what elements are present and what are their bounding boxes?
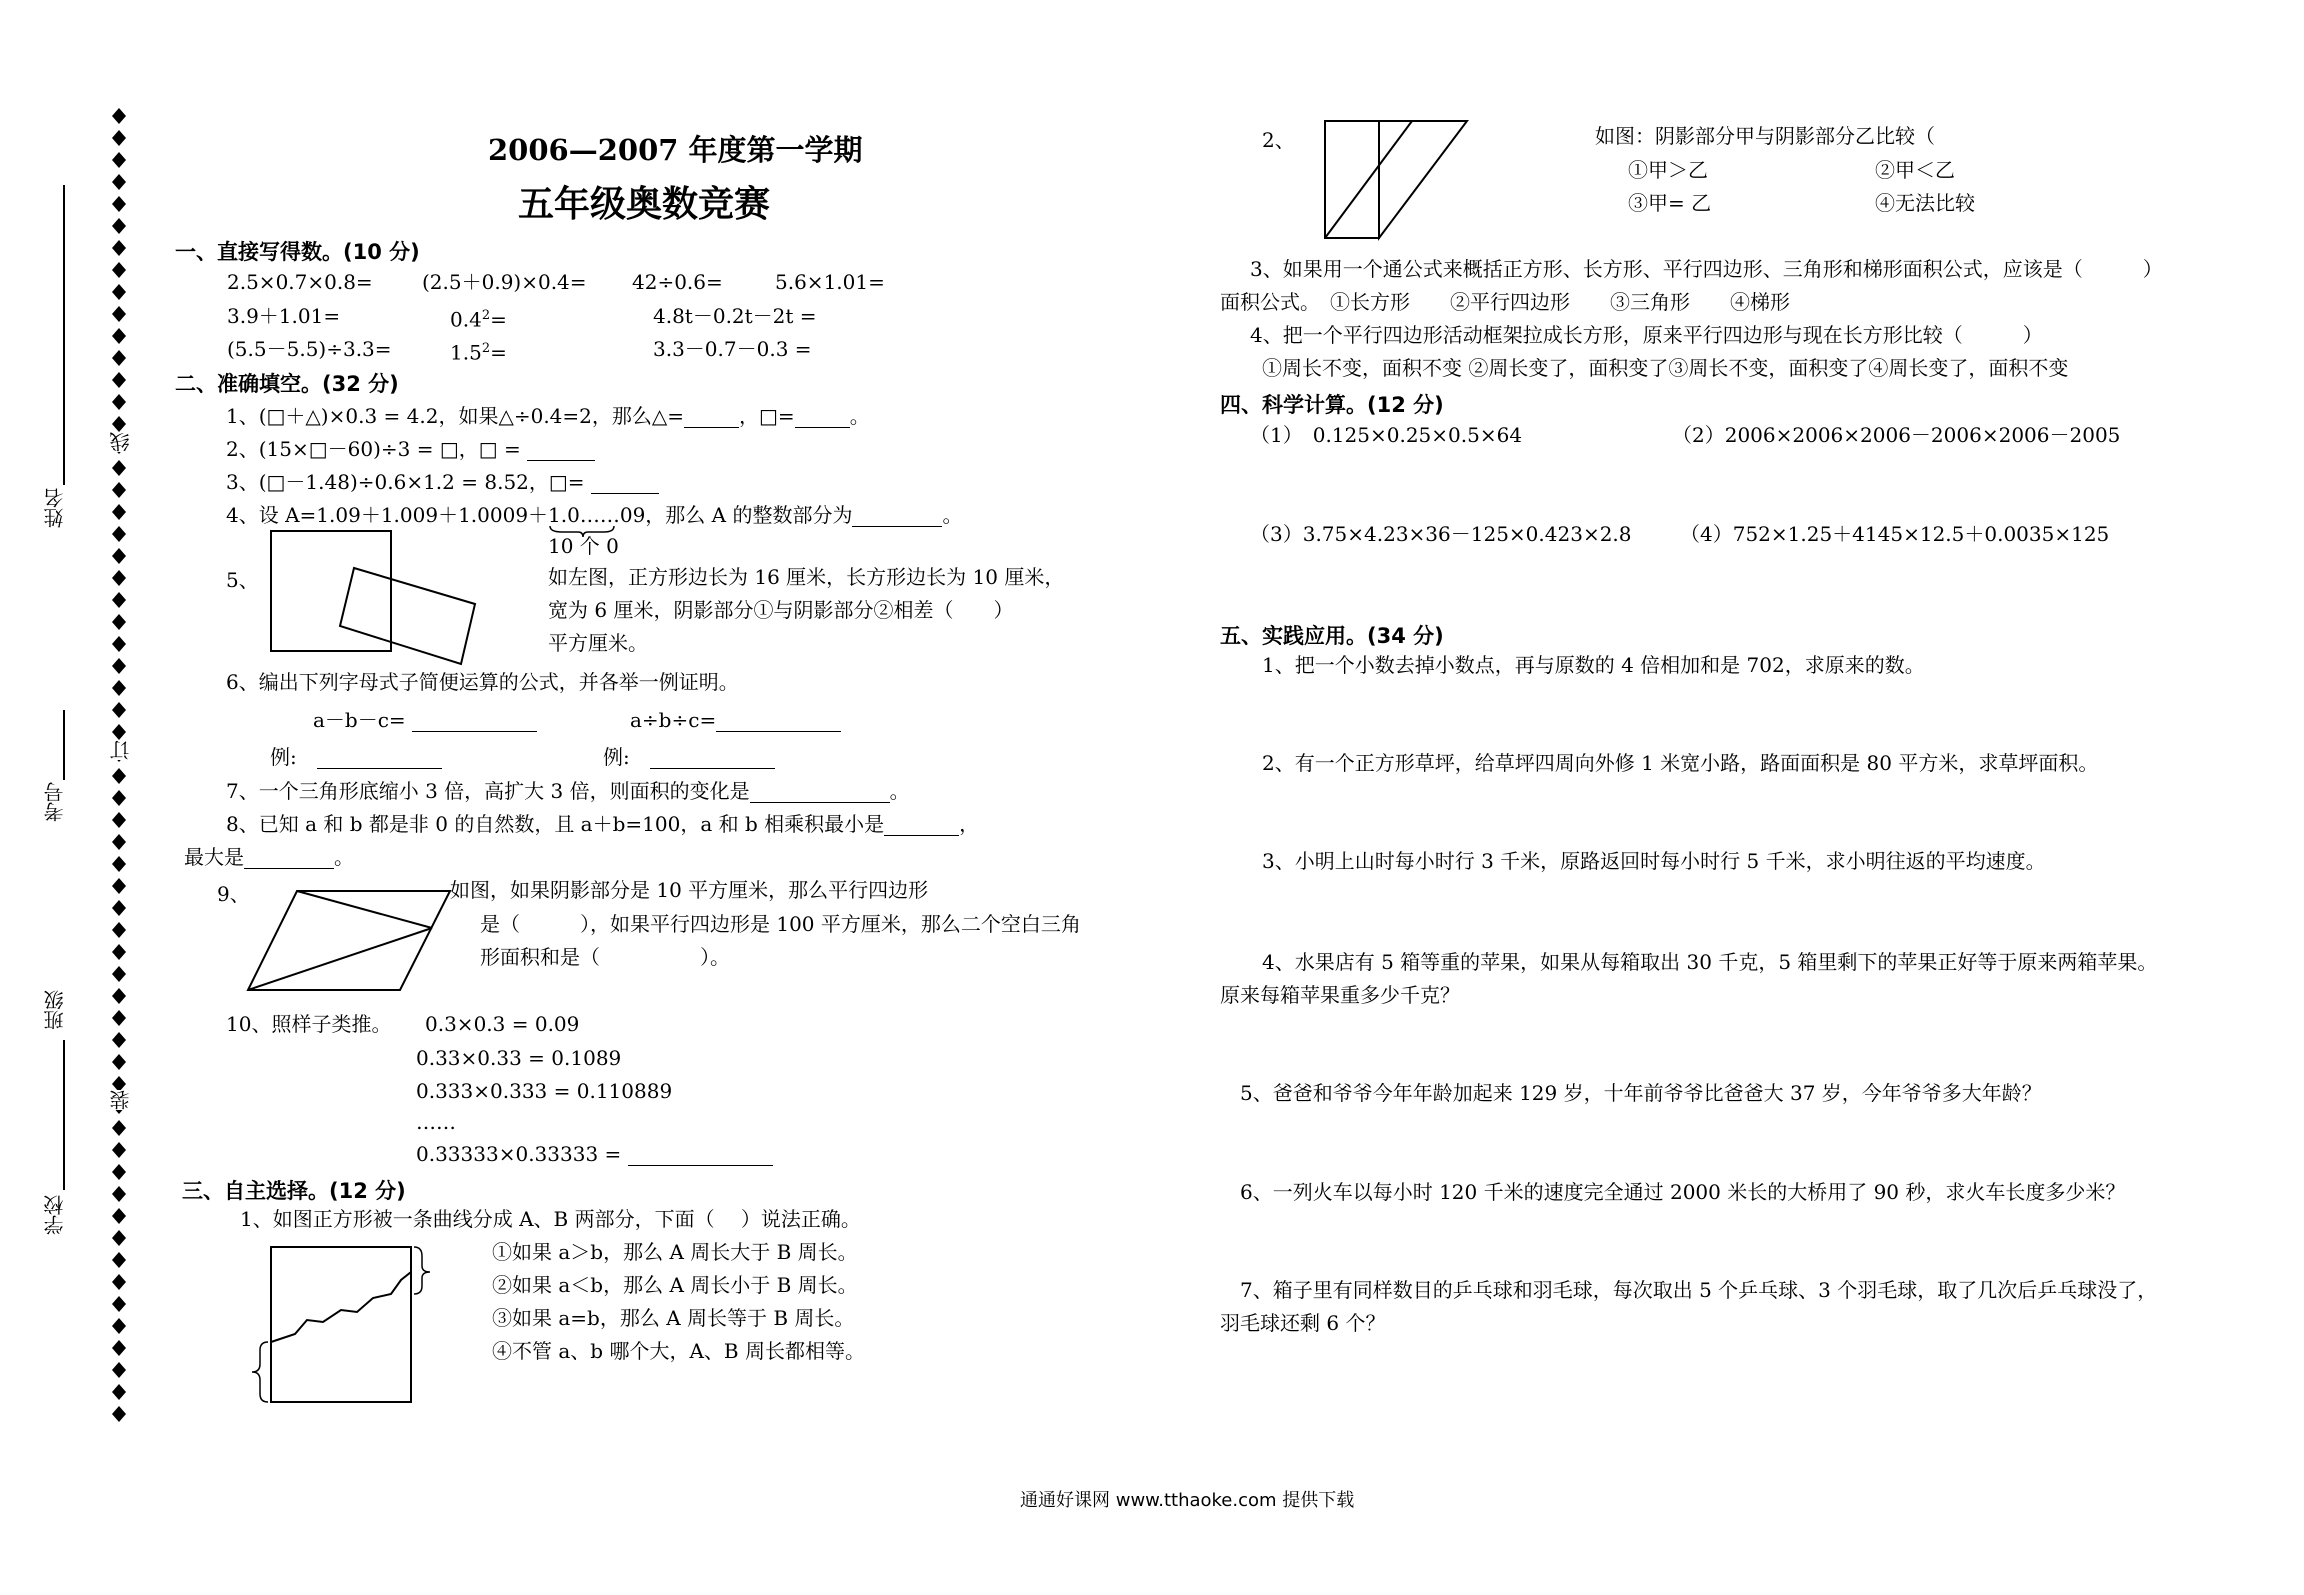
diamond-mark <box>112 416 126 432</box>
rectangle-figure <box>340 560 480 660</box>
word-problem: 1、把一个小数去掉小数点，再与原数的 4 倍相加和是 702，求原来的数。 <box>1262 653 1925 677</box>
diamond-mark <box>112 262 126 278</box>
diamond-mark <box>112 1230 126 1246</box>
question-3-4-options: ①周长不变，面积不变 ②周长变了，面积变了③周长不变，面积变了④周长变了，面积不变 <box>1262 356 2069 380</box>
q-text: 。 <box>889 779 910 803</box>
question-3-1: 1、如图正方形被一条曲线分成 A、B 两部分，下面（ ）说法正确。 <box>240 1207 861 1231</box>
diamond-mark <box>112 130 126 146</box>
base: 0.4 <box>450 307 482 332</box>
q-text: 。 <box>849 404 870 428</box>
calc-item <box>450 337 507 365</box>
word-problem: 2、有一个正方形草坪，给草坪四周向外修 1 米宽小路，路面面积是 80 平方米，求草坪面积。 <box>1262 751 2099 775</box>
answer-blank[interactable] <box>852 506 942 527</box>
shaded-parallelogram-figure <box>1322 118 1472 243</box>
diamond-mark <box>112 1318 126 1334</box>
question-3-2-number: 2、 <box>1262 128 1295 152</box>
q-text: ， <box>959 812 980 836</box>
option: ④无法比较 <box>1875 191 1975 215</box>
question-2-5-text: 平方厘米。 <box>548 631 648 655</box>
q-text: 1、(□＋△)×0.3 = 4.2，如果△÷0.4=2，那么△= <box>226 404 685 428</box>
question-2-9-text: 是（ ），如果平行四边形是 100 平方厘米，那么二个空白三角 <box>480 912 1081 936</box>
exam-no-line <box>63 710 65 780</box>
diamond-mark <box>112 636 126 652</box>
calc-item: 3.3－0.7－0.3 = <box>653 337 812 361</box>
diamond-mark <box>112 174 126 190</box>
word-problem: 6、一列火车以每小时 120 千米的速度完全通过 2000 米长的大桥用了 90 秒，求火车长度多少米？ <box>1240 1180 2126 1204</box>
page-title: 五年级奥数竞赛 <box>518 184 771 225</box>
q-text: ，□= <box>739 404 795 428</box>
option: ③如果 a=b，那么 A 周长等于 B 周长。 <box>492 1306 855 1330</box>
diamond-mark <box>112 768 126 784</box>
q-text: 8、已知 a 和 b 都是非 0 的自然数，且 a＋b=100，a 和 b 相乘积最小是 <box>226 812 885 836</box>
question-2-1 <box>226 404 870 428</box>
option: ④不管 a、b 哪个大，A、B 周长都相等。 <box>492 1339 865 1363</box>
option: ①甲＞乙 <box>1628 158 1708 182</box>
footer-credit: 通通好课网 www.tthaoke.com 提供下载 <box>1020 1490 1355 1511</box>
example-label: 例: <box>270 745 297 769</box>
calc-item: (5.5－5.5)÷3.3= <box>227 337 392 361</box>
question-2-9-text: 如图，如果阴影部分是 10 平方厘米，那么平行四边形 <box>450 878 929 902</box>
calc-problem: （1） 0.125×0.25×0.5×64 <box>1250 423 1523 447</box>
diamond-mark <box>112 1252 126 1268</box>
diamond-mark <box>112 900 126 916</box>
q-text: 。 <box>334 845 354 869</box>
q-text: 最大是 <box>184 845 244 869</box>
formula-2 <box>630 708 841 732</box>
name-line <box>63 185 65 485</box>
diamond-mark <box>112 152 126 168</box>
question-2-6: 6、编出下列字母式子简便运算的公式，并各举一例证明。 <box>226 670 739 694</box>
question-3-3: 3、如果用一个通公式来概括正方形、长方形、平行四边形、三角形和梯形面积公式，应该是（ ） <box>1250 257 2163 281</box>
diamond-mark <box>112 350 126 366</box>
exponent: 2 <box>481 341 491 356</box>
diamond-mark <box>112 812 126 828</box>
diamond-mark <box>112 856 126 872</box>
diamond-mark <box>112 1186 126 1202</box>
diamond-mark <box>112 834 126 850</box>
question-2-5-text: 宽为 6 厘米，阴影部分①与阴影部分②相差（ ） <box>548 598 1014 622</box>
diamond-mark <box>112 196 126 212</box>
diamond-mark <box>112 1054 126 1070</box>
diamond-mark <box>112 328 126 344</box>
diamond-mark <box>112 482 126 498</box>
answer-blank[interactable] <box>884 815 959 836</box>
diamond-mark <box>112 1362 126 1378</box>
diamond-mark <box>112 394 126 410</box>
q-text: 。 <box>942 503 963 527</box>
diamond-mark <box>112 658 126 674</box>
example-2 <box>603 745 775 769</box>
answer-blank[interactable] <box>750 782 890 803</box>
diamond-mark <box>112 988 126 1004</box>
calc-item: 3.9＋1.01= <box>227 304 341 328</box>
diamond-mark <box>112 1274 126 1290</box>
question-2-5-text: 如左图，正方形边长为 16 厘米，长方形边长为 10 厘米， <box>548 565 1065 589</box>
section-2-heading: 二、准确填空。(32 分) <box>175 372 399 396</box>
exponent: 2 <box>481 308 491 323</box>
answer-blank[interactable] <box>591 473 659 494</box>
question-3-3-options: 面积公式。 ①长方形 ②平行四边形 ③三角形 ④梯形 <box>1220 290 1790 314</box>
question-2-3 <box>226 470 659 494</box>
diamond-mark <box>112 1164 126 1180</box>
label-name: 姓名 <box>43 488 67 528</box>
question-2-9-number: 9、 <box>217 882 250 906</box>
word-problem: 3、小明上山时每小时行 3 千米，原路返回时每小时行 5 千米，求小明往返的平均速度。 <box>1262 849 2046 873</box>
option: ③甲= 乙 <box>1628 191 1712 215</box>
diamond-mark <box>112 240 126 256</box>
formula-text: a－b－c= <box>313 708 406 732</box>
diamond-mark <box>112 284 126 300</box>
pattern-line: …… <box>416 1110 456 1134</box>
diamond-mark <box>112 1384 126 1400</box>
binding-word-bind: 装 <box>106 1090 135 1110</box>
question-3-2-text: 如图：阴影部分甲与阴影部分乙比较（ <box>1595 124 1935 148</box>
question-2-2 <box>226 437 595 461</box>
brace-note: 10 个 0 <box>548 534 619 558</box>
diamond-mark <box>112 790 126 806</box>
parallelogram-figure <box>245 888 455 998</box>
answer-blank[interactable] <box>317 748 442 769</box>
question-2-10: 10、照样子类推。 <box>226 1012 392 1036</box>
diamond-mark <box>112 1340 126 1356</box>
diamond-mark <box>112 108 126 124</box>
question-2-5-number: 5、 <box>226 568 259 592</box>
calc-item: 42÷0.6= <box>632 270 723 294</box>
label-class: 班级 <box>43 990 67 1030</box>
diamond-mark <box>112 548 126 564</box>
diamond-mark <box>112 1208 126 1224</box>
diamond-mark <box>112 372 126 388</box>
label-school: 学校 <box>43 1195 67 1235</box>
diamond-border <box>104 108 134 1438</box>
word-problem: 5、爸爸和爷爷今年年龄加起来 129 岁，十年前爷爷比爸爸大 37 岁，今年爷爷多大年龄？ <box>1240 1081 2042 1105</box>
diamond-mark <box>112 724 126 740</box>
term-heading: 2006—2007 年度第一学期 <box>488 133 863 167</box>
diamond-mark <box>112 1032 126 1048</box>
calc-item: 4.8t－0.2t－2t = <box>653 304 817 328</box>
calc-item: 5.6×1.01= <box>775 270 885 294</box>
answer-blank[interactable] <box>684 407 739 428</box>
q-text: 7、一个三角形底缩小 3 倍，高扩大 3 倍，则面积的变化是 <box>226 779 750 803</box>
calc-problem: （3）3.75×4.23×36－125×0.423×2.8 <box>1250 522 1632 546</box>
q-text: 4、设 A=1.09＋1.009＋1.0009＋1.0……09，那么 A 的整数部分为 <box>226 503 853 527</box>
calc-problem: （2）2006×2006×2006－2006×2006－2005 <box>1672 423 2121 447</box>
diamond-mark <box>112 1120 126 1136</box>
pattern-line: 0.3×0.3 = 0.09 <box>425 1012 580 1036</box>
option: ①如果 a＞b，那么 A 周长大于 B 周长。 <box>492 1240 858 1264</box>
formula-1 <box>313 708 537 732</box>
q-text: 0.33333×0.33333 = <box>416 1142 622 1166</box>
example-1 <box>270 745 442 769</box>
answer-blank[interactable] <box>650 748 775 769</box>
diamond-mark <box>112 680 126 696</box>
pattern-line: 0.33×0.33 = 0.1089 <box>416 1046 622 1070</box>
label-exam-no: 考号 <box>43 782 67 822</box>
binding-word-staple: 订 <box>106 740 135 760</box>
diamond-mark <box>112 702 126 718</box>
word-problem: 4、水果店有 5 箱等重的苹果，如果从每箱取出 30 千克，5 箱里剩下的苹果正好等于原来两箱苹果。 <box>1262 950 2158 974</box>
section-4-heading: 四、科学计算。(12 分) <box>1220 393 1444 417</box>
diamond-mark <box>112 614 126 630</box>
question-3-4: 4、把一个平行四边形活动框架拉成长方形，原来平行四边形与现在长方形比较（ ） <box>1250 323 2043 347</box>
answer-blank[interactable] <box>716 711 841 732</box>
question-2-8-cont <box>184 845 354 869</box>
diamond-mark <box>112 878 126 894</box>
question-2-7 <box>226 779 910 803</box>
option: ②甲＜乙 <box>1875 158 1955 182</box>
answer-blank[interactable] <box>628 1145 773 1166</box>
equals: = <box>490 340 507 365</box>
base: 1.5 <box>450 340 482 365</box>
answer-blank[interactable] <box>244 848 334 869</box>
answer-blank[interactable] <box>527 440 595 461</box>
binding-word-line: 线 <box>106 432 135 452</box>
diamond-mark <box>112 1010 126 1026</box>
word-problem: 7、箱子里有同样数目的乒乓球和羽毛球，每次取出 5 个乒乓球、3 个羽毛球，取了几次后乒乓球没了， <box>1240 1278 2158 1302</box>
pattern-line: 0.333×0.333 = 0.110889 <box>416 1079 673 1103</box>
word-problem-cont: 原来每箱苹果重多少千克？ <box>1220 983 1460 1007</box>
diamond-mark <box>112 966 126 982</box>
question-2-8 <box>226 812 979 836</box>
diamond-mark <box>112 570 126 586</box>
option: ②如果 a＜b，那么 A 周长小于 B 周长。 <box>492 1273 858 1297</box>
example-label: 例: <box>603 745 630 769</box>
diamond-mark <box>112 306 126 322</box>
curve-square-figure <box>245 1242 435 1412</box>
diamond-mark <box>112 944 126 960</box>
diamond-mark <box>112 922 126 938</box>
section-5-heading: 五、实践应用。(34 分) <box>1220 624 1444 648</box>
section-1-heading: 一、直接写得数。(10 分) <box>175 240 420 264</box>
answer-blank[interactable] <box>795 407 850 428</box>
q-text: 2、(15×□－60)÷3 = □，□ = <box>226 437 521 461</box>
diamond-mark <box>112 592 126 608</box>
diamond-mark <box>112 526 126 542</box>
diamond-mark <box>112 218 126 234</box>
diamond-mark <box>112 504 126 520</box>
word-problem-cont: 羽毛球还剩 6 个？ <box>1220 1311 1386 1335</box>
calc-problem: （4）752×1.25＋4145×12.5＋0.0035×125 <box>1680 522 2110 546</box>
question-2-9-text: 形面积和是（ ）。 <box>480 945 730 969</box>
equals: = <box>490 307 507 332</box>
section-3-heading: 三、自主选择。(12 分) <box>182 1179 406 1203</box>
diamond-mark <box>112 1406 126 1422</box>
diamond-mark <box>112 1142 126 1158</box>
diamond-mark <box>112 1296 126 1312</box>
calc-item: 2.5×0.7×0.8= <box>227 270 373 294</box>
calc-item: (2.5＋0.9)×0.4= <box>422 270 587 294</box>
pattern-line-final <box>416 1142 773 1166</box>
answer-blank[interactable] <box>412 711 537 732</box>
q-text: 3、(□－1.48)÷0.6×1.2 = 8.52，□= <box>226 470 585 494</box>
class-line <box>63 1040 65 1190</box>
calc-item <box>450 304 507 332</box>
diamond-mark <box>112 460 126 476</box>
formula-text: a÷b÷c= <box>630 708 717 732</box>
